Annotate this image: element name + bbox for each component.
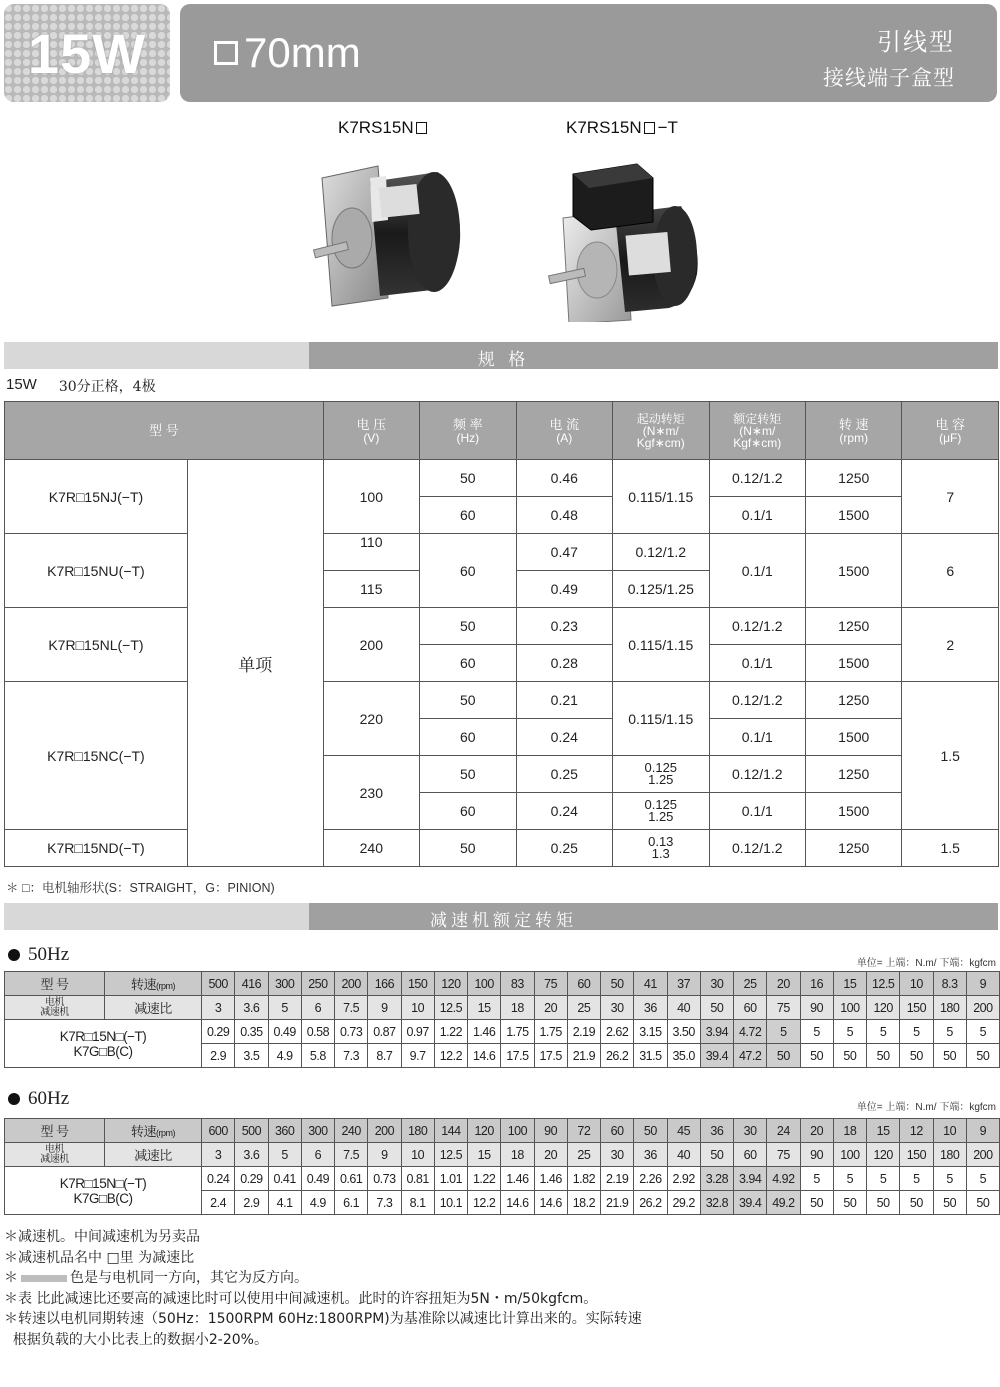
torque-nm-cell: 1.75 bbox=[501, 1020, 534, 1044]
square-icon bbox=[214, 41, 238, 65]
model-label-right: K7RS15N −T bbox=[566, 118, 678, 137]
torque-nm-cell: 5 bbox=[966, 1020, 999, 1044]
note-1: ＊减速机。中间减速机为另卖品 bbox=[4, 1229, 200, 1245]
ratio-cell: 20 bbox=[534, 1143, 567, 1167]
torque-nm-cell: 1.75 bbox=[534, 1020, 567, 1044]
speed-cell: 18 bbox=[833, 1119, 866, 1143]
torque-kgf-cell: 17.5 bbox=[534, 1044, 567, 1068]
table-row: K7R□15NC(−T) 220 50 0.21 0.115/1.15 0.12/1.2 1250 1.5 bbox=[5, 682, 999, 719]
torque-kgf-cell: 35.0 bbox=[667, 1044, 700, 1068]
note-5: ＊转速以电机同期转速（50Hz：1500RPM 60Hz:1800RPM)为基准除以减速比计算出来的。实际转速 bbox=[4, 1311, 642, 1327]
model-label-left: K7RS15N bbox=[338, 118, 430, 138]
torque-nm-cell: 5 bbox=[833, 1020, 866, 1044]
speed-cell: 60 bbox=[567, 972, 600, 996]
speed-cell: 200 bbox=[368, 1119, 401, 1143]
torque-kgf-cell: 6.1 bbox=[335, 1191, 368, 1215]
torque-nm-cell: 5 bbox=[900, 1020, 933, 1044]
ratio-cell: 100 bbox=[833, 996, 866, 1020]
torque-nm-cell: 5 bbox=[767, 1020, 800, 1044]
torque-kgf-cell: 21.9 bbox=[601, 1191, 634, 1215]
ratio-cell: 5 bbox=[268, 996, 301, 1020]
torque-kgf-cell: 50 bbox=[767, 1044, 800, 1068]
ratio-cell: 100 bbox=[833, 1143, 866, 1167]
speed-cell: 50 bbox=[634, 1119, 667, 1143]
torque-nm-cell: 0.49 bbox=[268, 1020, 301, 1044]
speed-cell: 150 bbox=[401, 972, 434, 996]
torque-kgf-cell: 2.9 bbox=[202, 1044, 235, 1068]
ratio-cell: 3 bbox=[202, 996, 235, 1020]
spec-summary bbox=[6, 376, 156, 396]
torque-kgf-cell: 50 bbox=[800, 1191, 833, 1215]
torque-nm-cell: 2.92 bbox=[667, 1167, 700, 1191]
torque-kgf-cell: 7.3 bbox=[368, 1191, 401, 1215]
table-row: K7R□15NJ(−T) 单项 100 50 0.46 0.115/1.15 0.12/1.2 1250 7 bbox=[5, 460, 999, 497]
torque-nm-cell: 5 bbox=[900, 1167, 933, 1191]
torque-nm-cell: 4.92 bbox=[767, 1167, 800, 1191]
ratio-cell: 18 bbox=[501, 996, 534, 1020]
torque-kgf-cell: 10.1 bbox=[434, 1191, 467, 1215]
torque-nm-cell: 3.28 bbox=[700, 1167, 733, 1191]
bullet-icon bbox=[8, 1093, 20, 1105]
speed-cell: 30 bbox=[700, 972, 733, 996]
ratio-cell: 3.6 bbox=[235, 1143, 268, 1167]
torque-nm-cell: 0.97 bbox=[401, 1020, 434, 1044]
speed-cell: 500 bbox=[235, 1119, 268, 1143]
ratio-cell: 75 bbox=[767, 1143, 800, 1167]
table-row: 60 0.24 0.1/1 1500 bbox=[5, 719, 999, 756]
torque-nm-cell: 5 bbox=[933, 1020, 966, 1044]
ratio-cell: 90 bbox=[800, 996, 833, 1020]
ratio-cell: 9 bbox=[368, 1143, 401, 1167]
table-row: 60 0.48 0.1/1 1500 bbox=[5, 497, 999, 534]
torque-kgf-cell: 39.4 bbox=[734, 1191, 767, 1215]
speed-cell: 12 bbox=[900, 1119, 933, 1143]
speed-cell: 200 bbox=[335, 972, 368, 996]
spec-section-title: 规 格 bbox=[477, 350, 530, 370]
speed-cell: 75 bbox=[534, 972, 567, 996]
torque-nm-cell: 0.24 bbox=[202, 1167, 235, 1191]
torque-nm-cell: 3.15 bbox=[634, 1020, 667, 1044]
note-6: 根据负载的大小比表上的数据小2-20%。 bbox=[4, 1331, 268, 1348]
speed-cell: 300 bbox=[301, 1119, 334, 1143]
torque-kgf-cell: 50 bbox=[800, 1044, 833, 1068]
header-model: 型 号 bbox=[5, 402, 324, 460]
hz50-title: 50Hz bbox=[8, 944, 69, 966]
ratio-cell: 15 bbox=[468, 1143, 501, 1167]
torque-kgf-cell: 50 bbox=[867, 1191, 900, 1215]
spec-power: 15W bbox=[6, 376, 37, 393]
torque-kgf-cell: 47.2 bbox=[734, 1044, 767, 1068]
table-row: K7R□15ND(−T) 240 50 0.25 0.13 1.3 0.12/1.2 1250 1.5 bbox=[5, 830, 999, 867]
speed-cell: 24 bbox=[767, 1119, 800, 1143]
torque-table-50hz: 型 号 转速(rpm) 500 416 300 250 200 166 150 120 100 83 75 60 50 41 37 30 25 20 16 15 12.5 10 8.3 9 电机 减速机 减速比 3 3.6 5 6 7.5 9 10 12.5 15 18 20 25 30 36 40 50 60 75 90 100 120 150 180 200 K7R□15N□(−T) K7G□B(C) 0.29 0.35 0.49 0.58 0.73 0.87 0.97 1.22 1.46 1.75 1.75 2.19 2.62 3.15 3.50 3.94 4.72 5 5 5 5 5 5 5 2.9 3.5 4.9 5.8 7.3 8.7 9.7 12.2 14.6 17.5 17.5 21.9 26.2 31.5 35.0 39.4 47.2 50 50 50 50 50 50 50 bbox=[4, 971, 1000, 1068]
torque-nm-cell: 5 bbox=[966, 1167, 999, 1191]
ratio-cell: 10 bbox=[401, 996, 434, 1020]
torque-kgf-cell: 9.7 bbox=[401, 1044, 434, 1068]
torque-kgf-cell: 50 bbox=[900, 1191, 933, 1215]
note-2: ＊减速机品名中 □里 为减速比 bbox=[4, 1249, 195, 1266]
torque-table-60hz: 型 号 转速(rpm) 600 500 360 300 240 200 180 144 120 100 90 72 60 50 45 36 30 24 20 18 15 12 10 9 电机 减速机 减速比 3 3.6 5 6 7.5 9 10 12.5 15 18 20 25 30 36 40 50 60 75 90 100 120 150 180 200 K7R□15N□(−T) K7G□B(C) 0.24 0.29 0.41 0.49 0.61 0.73 0.81 1.01 1.22 1.46 1.46 1.82 2.19 2.26 2.92 3.28 3.94 4.92 5 5 5 5 5 5 2.4 2.9 4.1 4.9 6.1 7.3 8.1 10.1 12.2 14.6 14.6 18.2 21.9 26.2 29.2 32.8 39.4 49.2 50 50 50 50 50 50 bbox=[4, 1118, 1000, 1215]
header-start-torque: 起动转矩 (N∗m/ Kgf∗cm) bbox=[613, 402, 709, 460]
ratio-cell: 3 bbox=[202, 1143, 235, 1167]
hz60-unit: 单位= 上端：N.m/ 下端：kgfcm bbox=[856, 1102, 996, 1113]
torque-kgf-cell: 50 bbox=[933, 1191, 966, 1215]
torque-nm-cell: 2.19 bbox=[601, 1167, 634, 1191]
ratio-cell: 60 bbox=[734, 1143, 767, 1167]
highlight-swatch bbox=[21, 1275, 67, 1282]
torque-nm-cell: 0.49 bbox=[301, 1167, 334, 1191]
header-current: 电 流 (A) bbox=[516, 402, 612, 460]
torque-kgf-cell: 14.6 bbox=[534, 1191, 567, 1215]
torque-nm-cell: 5 bbox=[867, 1167, 900, 1191]
torque-nm-cell: 3.50 bbox=[667, 1020, 700, 1044]
ratio-cell: 50 bbox=[700, 1143, 733, 1167]
speed-cell: 180 bbox=[401, 1119, 434, 1143]
torque-nm-cell: 0.61 bbox=[335, 1167, 368, 1191]
speed-cell: 60 bbox=[601, 1119, 634, 1143]
speed-cell: 50 bbox=[601, 972, 634, 996]
torque-nm-cell: 1.46 bbox=[501, 1167, 534, 1191]
ratio-cell: 12.5 bbox=[434, 1143, 467, 1167]
speed-cell: 20 bbox=[767, 972, 800, 996]
title-bar bbox=[180, 4, 997, 102]
torque-kgf-cell: 50 bbox=[867, 1044, 900, 1068]
speed-cell: 41 bbox=[634, 972, 667, 996]
table-row: 230 50 0.25 0.125 1.25 0.12/1.2 1250 bbox=[5, 756, 999, 793]
speed-cell: 9 bbox=[966, 972, 999, 996]
speed-cell: 10 bbox=[900, 972, 933, 996]
power-value: 15W bbox=[27, 21, 147, 85]
ratio-cell: 60 bbox=[734, 996, 767, 1020]
speed-cell: 36 bbox=[700, 1119, 733, 1143]
ratio-cell: 20 bbox=[534, 996, 567, 1020]
torque-kgf-cell: 5.8 bbox=[301, 1044, 334, 1068]
header-rated-torque: 额定转矩 (N∗m/ Kgf∗cm) bbox=[709, 402, 805, 460]
torque-nm-cell: 0.81 bbox=[401, 1167, 434, 1191]
torque-kgf-cell: 39.4 bbox=[700, 1044, 733, 1068]
ratio-cell: 120 bbox=[867, 996, 900, 1020]
ratio-cell: 5 bbox=[268, 1143, 301, 1167]
ratio-cell: 120 bbox=[867, 1143, 900, 1167]
torque-kgf-cell: 2.9 bbox=[235, 1191, 268, 1215]
torque-kgf-cell: 26.2 bbox=[634, 1191, 667, 1215]
torque-kgf-cell: 32.8 bbox=[700, 1191, 733, 1215]
ratio-cell: 40 bbox=[667, 1143, 700, 1167]
hz60-title: 60Hz bbox=[8, 1088, 69, 1110]
speed-cell: 20 bbox=[800, 1119, 833, 1143]
speed-cell: 120 bbox=[434, 972, 467, 996]
torque-kgf-cell: 4.1 bbox=[268, 1191, 301, 1215]
torque-nm-cell: 2.26 bbox=[634, 1167, 667, 1191]
phase-cell: 单项 bbox=[187, 460, 323, 867]
ratio-cell: 200 bbox=[966, 1143, 999, 1167]
speed-cell: 166 bbox=[368, 972, 401, 996]
torque-kgf-cell: 12.2 bbox=[468, 1191, 501, 1215]
torque-kgf-cell: 29.2 bbox=[667, 1191, 700, 1215]
speed-cell: 83 bbox=[501, 972, 534, 996]
ratio-cell: 75 bbox=[767, 996, 800, 1020]
speed-cell: 15 bbox=[833, 972, 866, 996]
note-4: ＊表 比此减速比还要高的减速比时可以使用中间减速机。此时的许容扭矩为5N・m/50kgfcm。 bbox=[4, 1290, 598, 1307]
speed-cell: 416 bbox=[235, 972, 268, 996]
speed-cell: 12.5 bbox=[867, 972, 900, 996]
speed-cell: 15 bbox=[867, 1119, 900, 1143]
speed-cell: 30 bbox=[734, 1119, 767, 1143]
torque-kgf-cell: 3.5 bbox=[235, 1044, 268, 1068]
torque-nm-cell: 1.82 bbox=[567, 1167, 600, 1191]
torque-kgf-cell: 21.9 bbox=[567, 1044, 600, 1068]
torque-nm-cell: 1.22 bbox=[468, 1167, 501, 1191]
ratio-cell: 150 bbox=[900, 996, 933, 1020]
ratio-cell: 7.5 bbox=[335, 996, 368, 1020]
speed-cell: 9 bbox=[966, 1119, 999, 1143]
ratio-cell: 180 bbox=[933, 996, 966, 1020]
torque-kgf-cell: 50 bbox=[833, 1044, 866, 1068]
torque-nm-cell: 1.46 bbox=[468, 1020, 501, 1044]
speed-cell: 72 bbox=[567, 1119, 600, 1143]
type-terminal-box: 接线端子盒型 bbox=[823, 66, 955, 90]
torque-kgf-cell: 2.4 bbox=[202, 1191, 235, 1215]
square-icon bbox=[644, 122, 655, 134]
torque-nm-cell: 0.41 bbox=[268, 1167, 301, 1191]
torque-kgf-cell: 31.5 bbox=[634, 1044, 667, 1068]
torque-kgf-cell: 50 bbox=[966, 1044, 999, 1068]
torque-nm-cell: 4.72 bbox=[734, 1020, 767, 1044]
ratio-cell: 40 bbox=[667, 996, 700, 1020]
spec-section-bar bbox=[4, 342, 998, 369]
ratio-cell: 12.5 bbox=[434, 996, 467, 1020]
speed-cell: 37 bbox=[667, 972, 700, 996]
torque-kgf-cell: 17.5 bbox=[501, 1044, 534, 1068]
table-row: 115 0.49 0.125/1.25 bbox=[5, 571, 999, 608]
type-lead-wire: 引线型 bbox=[877, 28, 955, 56]
torque-kgf-cell: 50 bbox=[900, 1044, 933, 1068]
table-row: K7R□15NU(−T) 110 60 0.47 0.12/1.2 0.1/1 1500 6 bbox=[5, 534, 999, 571]
ratio-cell: 180 bbox=[933, 1143, 966, 1167]
ratio-cell: 50 bbox=[700, 996, 733, 1020]
ratio-cell: 3.6 bbox=[235, 996, 268, 1020]
torque-kgf-cell: 18.2 bbox=[567, 1191, 600, 1215]
speed-cell: 16 bbox=[800, 972, 833, 996]
ratio-cell: 6 bbox=[301, 1143, 334, 1167]
torque-nm-cell: 5 bbox=[800, 1020, 833, 1044]
torque-kgf-cell: 4.9 bbox=[268, 1044, 301, 1068]
speed-cell: 120 bbox=[468, 1119, 501, 1143]
header-speed: 转 速 (rpm) bbox=[806, 402, 902, 460]
ratio-cell: 36 bbox=[634, 1143, 667, 1167]
torque-section-title: 减速机额定转矩 bbox=[430, 911, 577, 931]
ratio-cell: 36 bbox=[634, 996, 667, 1020]
frame-size bbox=[214, 29, 361, 76]
speed-cell: 100 bbox=[501, 1119, 534, 1143]
ratio-cell: 15 bbox=[468, 996, 501, 1020]
ratio-cell: 25 bbox=[567, 1143, 600, 1167]
torque-kgf-cell: 4.9 bbox=[301, 1191, 334, 1215]
torque-nm-cell: 3.94 bbox=[700, 1020, 733, 1044]
torque-nm-cell: 1.46 bbox=[534, 1167, 567, 1191]
header-voltage: 电 压 (V) bbox=[323, 402, 419, 460]
speed-cell: 240 bbox=[335, 1119, 368, 1143]
speed-cell: 25 bbox=[734, 972, 767, 996]
ratio-cell: 7.5 bbox=[335, 1143, 368, 1167]
torque-nm-cell: 5 bbox=[933, 1167, 966, 1191]
header-frequency: 频 率 (Hz) bbox=[420, 402, 516, 460]
torque-nm-cell: 0.29 bbox=[235, 1167, 268, 1191]
speed-cell: 500 bbox=[202, 972, 235, 996]
torque-kgf-cell: 8.1 bbox=[401, 1191, 434, 1215]
torque-kgf-cell: 7.3 bbox=[335, 1044, 368, 1068]
header-capacitor: 电 容 (μF) bbox=[902, 402, 999, 460]
motor-image-lead-wire bbox=[310, 160, 470, 310]
ratio-cell: 150 bbox=[900, 1143, 933, 1167]
torque-kgf-cell: 8.7 bbox=[368, 1044, 401, 1068]
torque-kgf-cell: 14.6 bbox=[501, 1191, 534, 1215]
speed-cell: 45 bbox=[667, 1119, 700, 1143]
torque-nm-cell: 5 bbox=[833, 1167, 866, 1191]
torque-nm-cell: 1.01 bbox=[434, 1167, 467, 1191]
torque-nm-cell: 0.87 bbox=[368, 1020, 401, 1044]
motor-image-terminal-box bbox=[545, 152, 705, 322]
square-icon bbox=[416, 122, 427, 134]
torque-nm-cell: 0.35 bbox=[235, 1020, 268, 1044]
ratio-cell: 25 bbox=[567, 996, 600, 1020]
ratio-cell: 90 bbox=[800, 1143, 833, 1167]
spec-footnote: ＊ □：电机轴形状(S：STRAIGHT，G：PINION) bbox=[6, 881, 275, 895]
ratio-cell: 200 bbox=[966, 996, 999, 1020]
torque-nm-cell: 5 bbox=[800, 1167, 833, 1191]
note-3: ＊ 色是与电机同一方向，其它为反方向。 bbox=[4, 1270, 308, 1286]
table-row: 60 0.24 0.125 1.25 0.1/1 1500 bbox=[5, 793, 999, 830]
ratio-cell: 6 bbox=[301, 996, 334, 1020]
torque-nm-cell: 2.62 bbox=[601, 1020, 634, 1044]
torque-nm-cell: 0.29 bbox=[202, 1020, 235, 1044]
torque-nm-cell: 1.22 bbox=[434, 1020, 467, 1044]
speed-cell: 100 bbox=[468, 972, 501, 996]
ratio-cell: 10 bbox=[401, 1143, 434, 1167]
speed-cell: 90 bbox=[534, 1119, 567, 1143]
torque-kgf-cell: 50 bbox=[933, 1044, 966, 1068]
spec-table bbox=[4, 401, 999, 867]
torque-kgf-cell: 14.6 bbox=[468, 1044, 501, 1068]
torque-nm-cell: 5 bbox=[867, 1020, 900, 1044]
bullet-icon bbox=[8, 949, 20, 961]
table-row: 60 0.28 0.1/1 1500 bbox=[5, 645, 999, 682]
ratio-cell: 30 bbox=[601, 996, 634, 1020]
torque-nm-cell: 0.73 bbox=[368, 1167, 401, 1191]
torque-nm-cell: 0.73 bbox=[335, 1020, 368, 1044]
speed-cell: 10 bbox=[933, 1119, 966, 1143]
torque-kgf-cell: 49.2 bbox=[767, 1191, 800, 1215]
torque-kgf-cell: 12.2 bbox=[434, 1044, 467, 1068]
speed-cell: 8.3 bbox=[933, 972, 966, 996]
torque-kgf-cell: 50 bbox=[833, 1191, 866, 1215]
speed-cell: 360 bbox=[268, 1119, 301, 1143]
speed-cell: 250 bbox=[301, 972, 334, 996]
torque-kgf-cell: 26.2 bbox=[601, 1044, 634, 1068]
table-row: K7R□15NL(−T) 200 50 0.23 0.115/1.15 0.12/1.2 1250 2 bbox=[5, 608, 999, 645]
torque-section-bar bbox=[4, 903, 998, 930]
torque-nm-cell: 3.94 bbox=[734, 1167, 767, 1191]
power-badge bbox=[4, 4, 170, 102]
torque-nm-cell: 2.19 bbox=[567, 1020, 600, 1044]
spec-desc: 30分正格，4极 bbox=[58, 379, 156, 395]
speed-cell: 144 bbox=[434, 1119, 467, 1143]
hz50-unit: 单位= 上端：N.m/ 下端：kgfcm bbox=[856, 958, 996, 969]
ratio-cell: 30 bbox=[601, 1143, 634, 1167]
frame-size-value: 70mm bbox=[244, 29, 361, 76]
speed-cell: 300 bbox=[268, 972, 301, 996]
speed-cell: 600 bbox=[202, 1119, 235, 1143]
ratio-cell: 18 bbox=[501, 1143, 534, 1167]
torque-kgf-cell: 50 bbox=[966, 1191, 999, 1215]
notes bbox=[4, 1227, 642, 1350]
torque-nm-cell: 0.58 bbox=[301, 1020, 334, 1044]
ratio-cell: 9 bbox=[368, 996, 401, 1020]
